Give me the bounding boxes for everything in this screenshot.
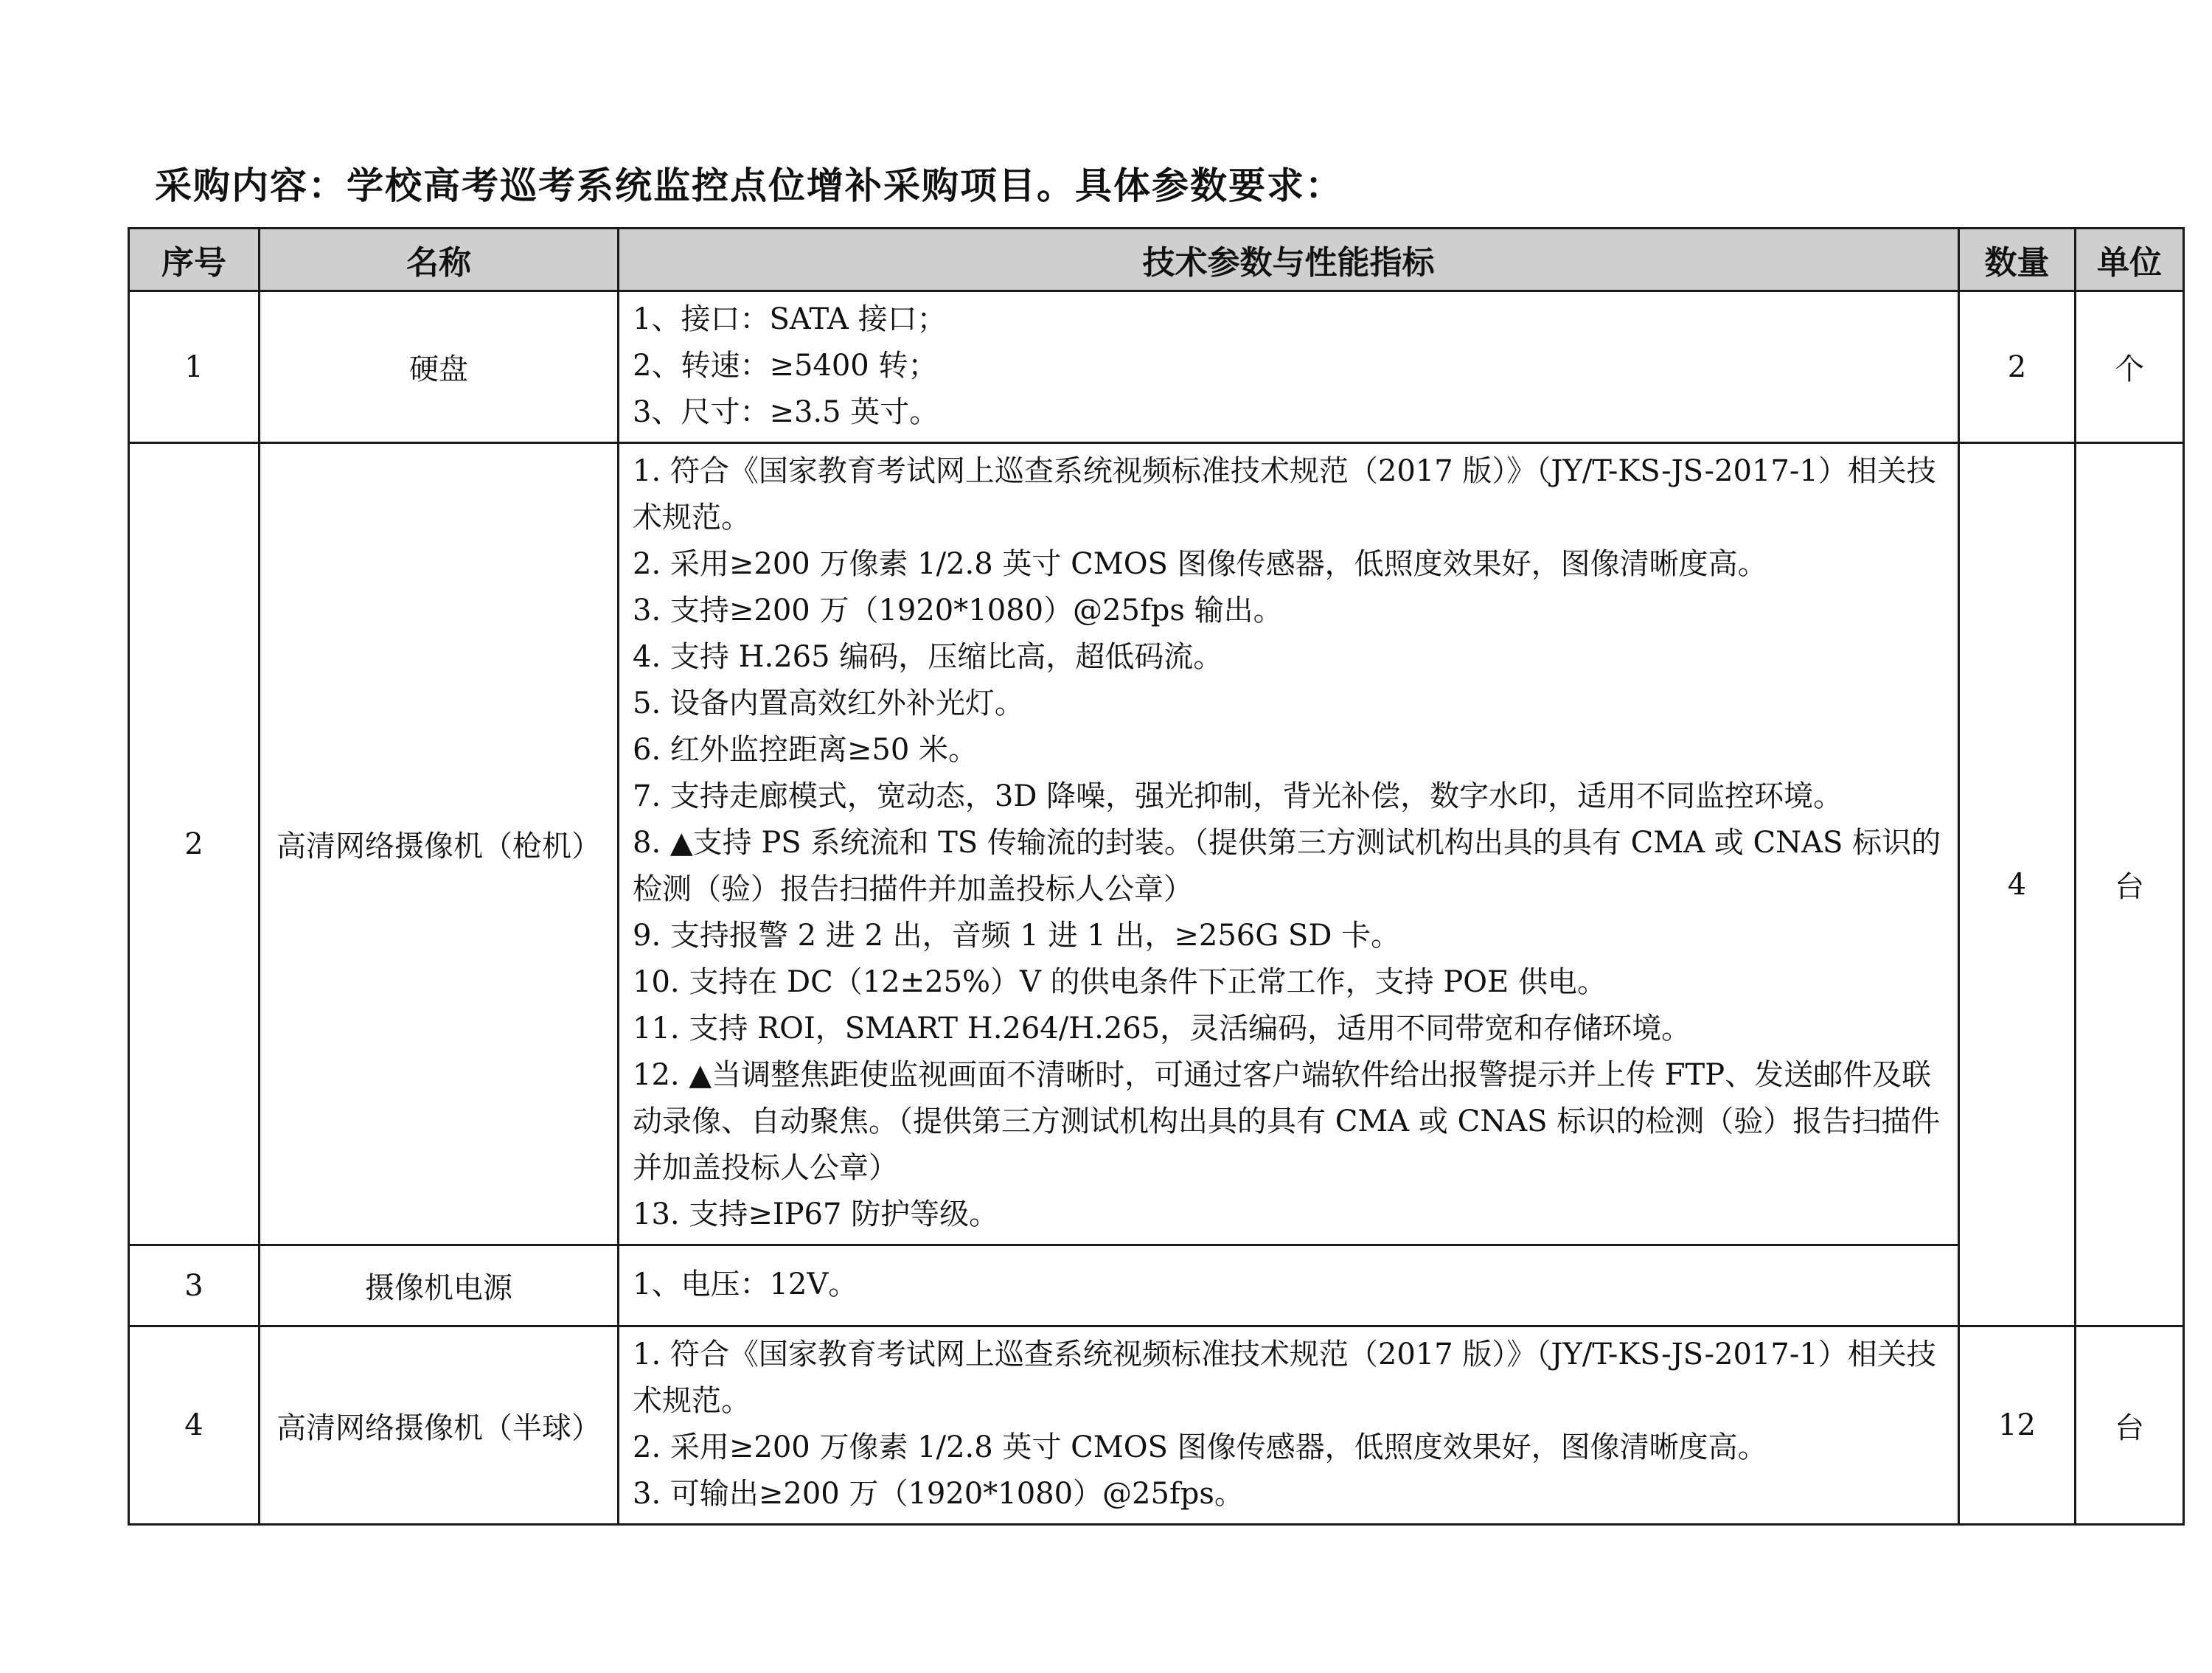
spec-line: 1. 符合《国家教育考试网上巡查系统视频标准技术规范（2017 版）》（JY/T-KS-JS-2017-1）相关技术规范。 (633, 1338, 1936, 1418)
row-spec (619, 291, 1959, 443)
spec-line: 3、尺寸：≥3.5 英寸。 (633, 395, 939, 429)
header-no: 序号 (129, 229, 260, 291)
spec-line: 11. 支持 ROI，SMART H.264/H.265，灵活编码，适用不同带宽和存储环境。 (633, 1012, 1691, 1046)
spec-line: 1、接口：SATA 接口； (633, 302, 947, 336)
header-qty: 数量 (1959, 229, 2076, 291)
row-unit: 台 (2076, 1326, 2184, 1525)
spec-line: 9. 支持报警 2 进 2 出，音频 1 进 1 出，≥256G SD 卡。 (633, 919, 1401, 953)
row-unit: 个 (2076, 291, 2184, 443)
row-qty: 2 (1959, 291, 2076, 443)
table-header-row (129, 229, 2184, 291)
row-no: 4 (129, 1326, 260, 1525)
row-no: 3 (129, 1245, 260, 1326)
spec-line: 2、转速：≥5400 转； (633, 349, 938, 383)
row-spec (619, 1245, 1959, 1326)
table-row (129, 291, 2184, 443)
spec-line: 3. 可输出≥200 万（1920*1080）@25fps。 (633, 1477, 1244, 1511)
row-name: 摄像机电源 (260, 1245, 619, 1326)
spec-line: 1. 符合《国家教育考试网上巡查系统视频标准技术规范（2017 版）》（JY/T-KS-JS-2017-1）相关技术规范。 (633, 454, 1936, 535)
spec-line: 2. 采用≥200 万像素 1/2.8 英寸 CMOS 图像传感器，低照度效果好，图像清晰度高。 (633, 1430, 1767, 1464)
header-spec: 技术参数与性能指标 (619, 229, 1959, 291)
table-row (129, 1245, 2184, 1326)
row-name: 高清网络摄像机（枪机） (260, 443, 619, 1245)
row-spec (619, 1326, 1959, 1525)
spec-line: 5. 设备内置高效红外补光灯。 (633, 686, 1024, 720)
spec-table (128, 227, 2185, 1526)
page-title: 采购内容：学校高考巡考系统监控点位增补采购项目。具体参数要求： (155, 164, 1343, 207)
spec-line: 6. 红外监控距离≥50 米。 (633, 733, 978, 767)
row-qty: 4 (1959, 443, 2076, 1326)
header-name: 名称 (260, 229, 619, 291)
spec-line: 4. 支持 H.265 编码，压缩比高，超低码流。 (633, 640, 1223, 674)
row-no: 2 (129, 443, 260, 1245)
row-spec (619, 443, 1959, 1245)
row-qty: 12 (1959, 1326, 2076, 1525)
spec-line: 10. 支持在 DC（12±25%）V 的供电条件下正常工作，支持 POE 供电。 (633, 965, 1607, 999)
table-row (129, 1326, 2184, 1525)
spec-line: 3. 支持≥200 万（1920*1080）@25fps 输出。 (633, 594, 1283, 627)
header-unit: 单位 (2076, 229, 2184, 291)
spec-line: 1、电压：12V。 (633, 1267, 858, 1301)
spec-line: 8. ▲支持 PS 系统流和 TS 传输流的封装。（提供第三方测试机构出具的具有 CMA 或 CNAS 标识的检测（验）报告扫描件并加盖投标人公章） (633, 826, 1941, 906)
row-unit: 台 (2076, 443, 2184, 1326)
row-name: 硬盘 (260, 291, 619, 443)
spec-line: 7. 支持走廊模式，宽动态，3D 降噪，强光抑制，背光补偿，数字水印，适用不同监控环境。 (633, 779, 1843, 813)
table-row (129, 443, 2184, 1245)
spec-line: 2. 采用≥200 万像素 1/2.8 英寸 CMOS 图像传感器，低照度效果好，图像清晰度高。 (633, 547, 1767, 581)
row-no: 1 (129, 291, 260, 443)
spec-line: 12. ▲当调整焦距使监视画面不清晰时，可通过客户端软件给出报警提示并上传 FTP、发送邮件及联动录像、自动聚焦。（提供第三方测试机构出具的具有 CMA 或 CNAS 标识的检测（验）报告扫描件并加盖投标人公章） (633, 1058, 1941, 1185)
row-name: 高清网络摄像机（半球） (260, 1326, 619, 1525)
spec-line: 13. 支持≥IP67 防护等级。 (633, 1197, 999, 1231)
